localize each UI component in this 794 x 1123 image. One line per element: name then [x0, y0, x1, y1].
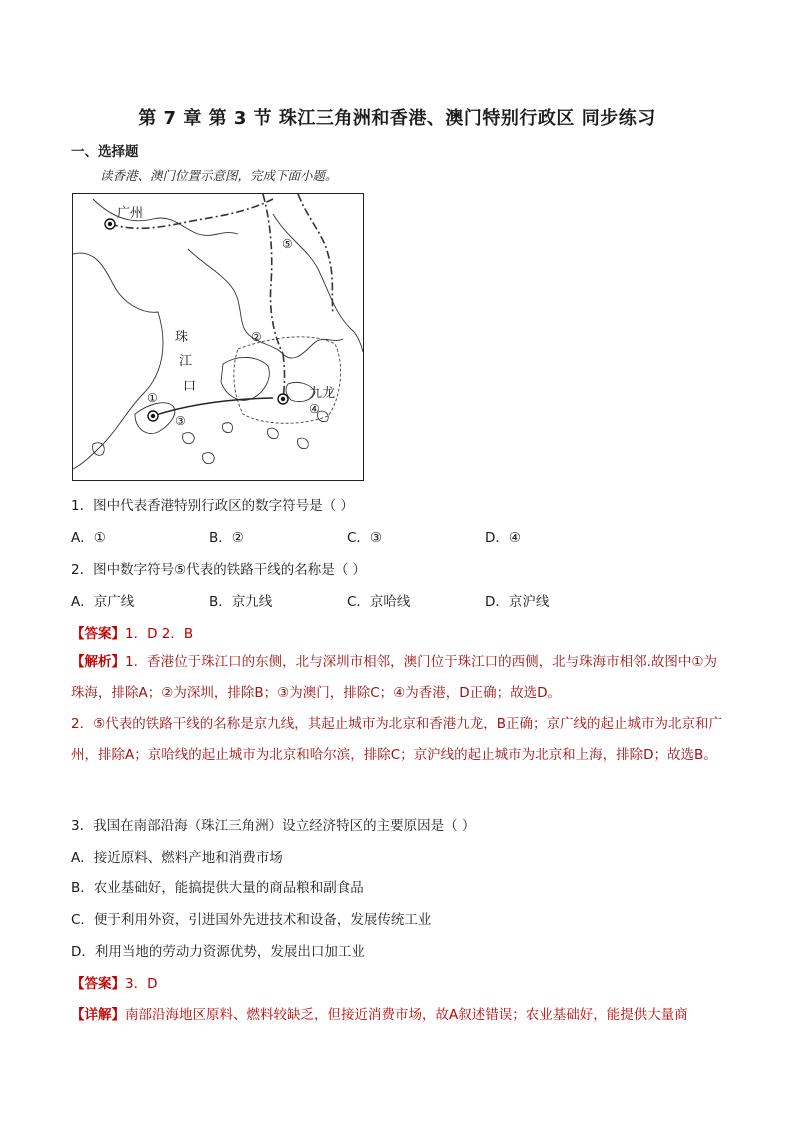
answer-tag: 【答案】: [71, 626, 125, 642]
q3-option-c: C．便于利用外资，引进国外先进技术和设备，发展传统工业: [71, 912, 432, 928]
map-label-river-mouth-2: 江: [179, 354, 193, 369]
analysis-tag: 【解析】: [71, 654, 125, 670]
coastline-east: [273, 214, 363, 352]
railway-east-branch: [298, 194, 333, 314]
map-label-river-mouth-1: 珠: [175, 330, 189, 345]
map-marker-4: ④: [309, 402, 320, 416]
q2-option-c: C．京哈线: [347, 594, 411, 610]
map-label-guangzhou: 广州: [117, 206, 144, 221]
analysis-paragraph-1: [71, 647, 727, 709]
map-drawing: [73, 194, 363, 480]
map-label-river-mouth-3: 口: [183, 379, 197, 394]
railway-kowloon: [283, 354, 285, 399]
island-1: [183, 433, 195, 444]
q2-option-d: D．京沪线: [485, 594, 550, 610]
q1-option-d: D．④: [485, 530, 521, 546]
q1-option-a: A．①: [71, 530, 106, 546]
document-title: 第 7 章 第 3 节 珠江三角洲和香港、澳门特别行政区 同步练习: [138, 108, 656, 129]
map-marker-1: ①: [147, 391, 158, 405]
answer-tag-2: 【答案】: [71, 976, 125, 992]
q3-option-d: D．利用当地的劳动力资源优势，发展出口加工业: [71, 944, 365, 960]
coastline-bay: [188, 249, 343, 358]
q2-option-a: A．京广线: [71, 594, 135, 610]
question-3-stem: 3．我国在南部沿海（珠江三角洲）设立经济特区的主要原因是（ ）: [71, 818, 476, 834]
lantau-island: [221, 357, 269, 400]
answer-block-1: [71, 622, 193, 642]
analysis-text-1: 1．香港位于珠江口的东侧，北与深圳市相邻，澳门位于珠江口的西侧，北与珠海市相邻.故图中①为珠海，排除A；②为深圳，排除B；③为澳门，排除C；④为香港，D正确；故选D。: [71, 654, 717, 701]
map-marker-3: ③: [175, 414, 186, 428]
section-heading: 一、选择题: [71, 144, 139, 160]
detail-text: 南部沿海地区原料、燃料较缺乏，但接近消费市场，故A叙述错误；农业基础好，能提供大量商: [125, 1007, 688, 1023]
question-1-stem: 1．图中代表香港特别行政区的数字符号是（ ）: [71, 498, 354, 514]
question-2-stem: 2．图中数字符号⑤代表的铁路干线的名称是（ ）: [71, 562, 366, 578]
railway-5-line: [263, 194, 283, 354]
q3-option-a: A．接近原料、燃料产地和消费市场: [71, 850, 283, 866]
detail-block: [71, 1003, 688, 1023]
island-4: [298, 438, 309, 448]
q1-option-b: B．②: [209, 530, 244, 546]
map-marker-2: ②: [251, 330, 262, 344]
answer-text-2: 3．D: [125, 976, 158, 992]
q3-option-b: B．农业基础好，能搞提供大量的商品粮和副食品: [71, 880, 364, 896]
hk-macau-location-map: [72, 193, 364, 481]
map-marker-5: ⑤: [282, 237, 293, 251]
q2-option-b: B．京九线: [209, 594, 273, 610]
island-2: [203, 453, 215, 464]
bridge-line: [153, 398, 273, 416]
answer-text: 1．D 2．B: [125, 626, 194, 642]
analysis-paragraph-2: 2．⑤代表的铁路干线的名称是京九线，其起止城市为北京和香港九龙，B正确；京广线的起止城市为北京和广州，排除A；京哈线的起止城市为北京和哈尔滨，排除C；京沪线的起止城市为北京和上海，排除D；故选B。: [71, 716, 722, 763]
answer-block-2: [71, 972, 157, 992]
coastline-west: [73, 253, 163, 469]
detail-tag: 【详解】: [71, 1007, 125, 1023]
sar-boundary: [234, 337, 341, 423]
island-3: [268, 428, 279, 438]
intro-text: 读香港、澳门位置示意图，完成下面小题。: [100, 168, 338, 183]
island-6: [222, 423, 232, 433]
q1-option-c: C．③: [347, 530, 383, 546]
map-label-kowloon: 九龙: [309, 386, 336, 401]
analysis-block: [71, 647, 727, 771]
